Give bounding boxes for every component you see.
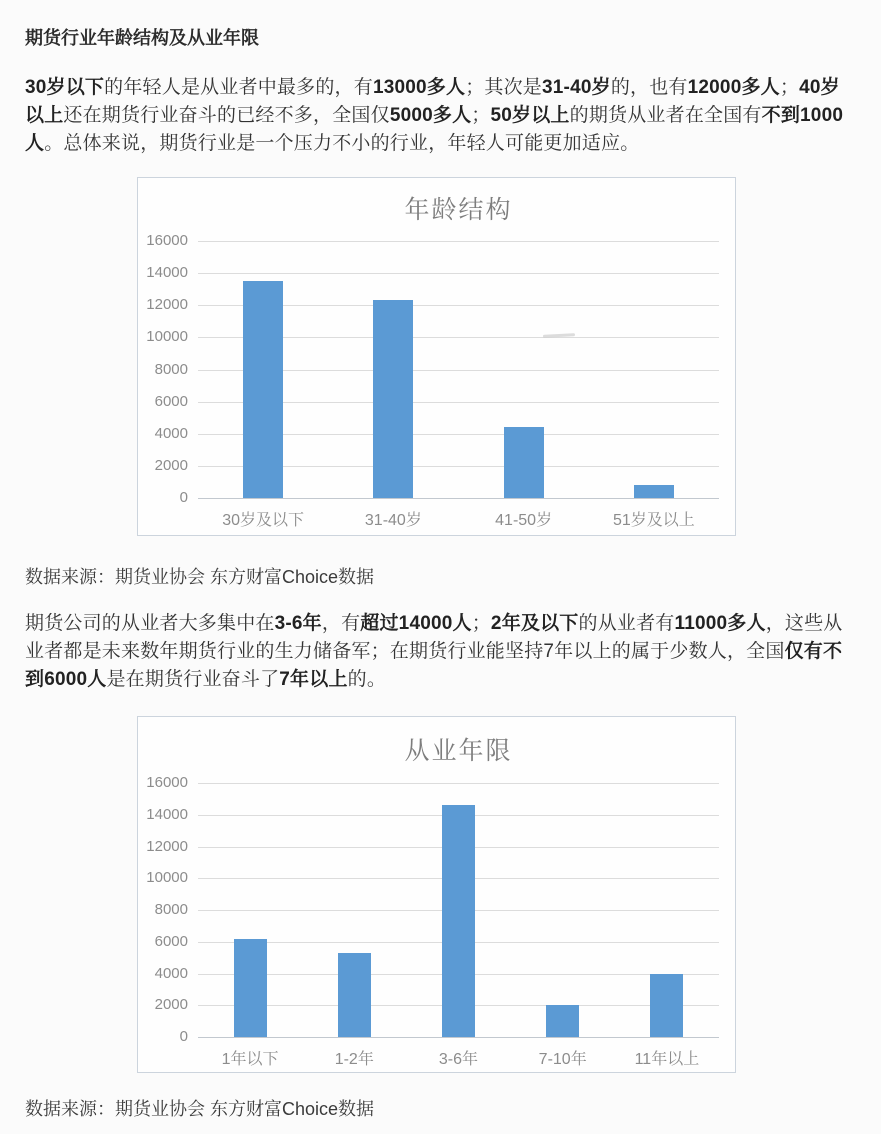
body-text: 是在期货行业奋斗了	[106, 669, 280, 690]
x-axis-category-label: 31-40岁	[364, 512, 422, 529]
stat-highlight: 30岁以下	[25, 77, 105, 98]
data-source-caption: 数据来源：期货业协会 东方财富Choice数据	[25, 1099, 375, 1119]
y-axis-tick-label: 12000	[146, 837, 188, 855]
body-text: ；	[471, 105, 491, 126]
body-text: ；其次是	[465, 77, 543, 98]
bar	[442, 805, 475, 1037]
y-axis-tick-label: 2000	[154, 996, 188, 1014]
body-text: 期货公司的从业者大多集中在	[25, 613, 275, 634]
stat-highlight: 仅有不到6000人	[25, 641, 843, 690]
bar	[243, 281, 283, 498]
chart-title: 年龄结构	[404, 196, 513, 224]
x-axis-category-label: 1年以下	[221, 1051, 279, 1068]
y-axis-tick-label: 0	[179, 1028, 188, 1045]
bar	[634, 485, 674, 498]
bar	[338, 953, 371, 1037]
stat-highlight: 50岁以上	[490, 105, 570, 126]
y-axis-tick-label: 14000	[146, 264, 188, 282]
x-axis-category-label: 11年以上	[634, 1051, 700, 1068]
bar	[373, 300, 413, 498]
x-axis-category-label: 3-6年	[438, 1051, 479, 1068]
y-axis-tick-label: 14000	[146, 805, 188, 823]
chart-title: 从业年限	[404, 737, 513, 765]
body-text: ；	[471, 613, 491, 634]
stat-highlight: 7年以上	[279, 669, 348, 690]
stat-highlight: 不到1000人	[25, 105, 844, 154]
y-axis-tick-label: 10000	[146, 869, 188, 887]
y-axis-tick-label: 6000	[154, 932, 188, 950]
body-text: 还在期货行业奋斗的已经不多，全国仅	[63, 105, 390, 126]
bar	[504, 427, 544, 498]
gridline	[198, 241, 719, 242]
body-text: ；	[779, 77, 800, 98]
x-axis-category-label: 7-10年	[538, 1051, 587, 1068]
x-axis-category-label: 1-2年	[334, 1051, 374, 1068]
body-text: 。总体来说，期货行业是一个压力不小的行业，年轻人可能更加适应。	[44, 133, 640, 154]
stat-highlight: 5000多人	[389, 105, 472, 126]
x-axis-category-label: 41-50岁	[495, 512, 553, 529]
y-axis-tick-label: 10000	[146, 328, 188, 346]
y-axis-tick-label: 12000	[146, 296, 188, 314]
x-axis-line	[198, 1037, 719, 1038]
stat-highlight: 2年及以下	[490, 613, 579, 634]
data-source-caption: 数据来源：期货业协会 东方财富Choice数据	[25, 567, 375, 587]
body-text: 的期货从业者在全国有	[569, 105, 762, 126]
paragraph-experience-years	[25, 610, 857, 694]
stat-highlight: 11000多人	[674, 613, 766, 634]
page-title: 期货行业年龄结构及从业年限	[25, 28, 259, 48]
paragraph-age-structure	[25, 74, 857, 158]
experience-years-figure	[137, 716, 857, 1073]
experience-years-chart	[137, 716, 736, 1073]
age-structure-figure	[137, 177, 857, 536]
y-axis-tick-label: 16000	[146, 774, 188, 791]
bar	[650, 974, 683, 1038]
x-axis-line	[198, 498, 719, 499]
y-axis-tick-label: 8000	[154, 360, 188, 378]
x-axis-category-label: 51岁及以上	[612, 512, 695, 529]
body-text: ，这些从业者都是未来数年期货行业的生力储备军；在期货行业能坚持7年以上的属于少数人，全国	[25, 613, 843, 662]
age-structure-chart	[137, 177, 736, 536]
gridline	[198, 273, 719, 274]
gridline	[198, 783, 719, 784]
y-axis-tick-label: 16000	[146, 232, 188, 249]
body-text: 的年轻人是从业者中最多的，有	[104, 77, 373, 98]
body-text: 的。	[347, 669, 387, 690]
y-axis-tick-label: 4000	[154, 964, 188, 982]
body-text: ，有	[321, 613, 361, 634]
y-axis-tick-label: 8000	[154, 901, 188, 918]
y-axis-tick-label: 6000	[154, 392, 188, 410]
body-text: 的从业者有	[578, 613, 675, 634]
y-axis-tick-label: 0	[179, 489, 188, 506]
y-axis-tick-label: 4000	[154, 424, 188, 442]
bar	[234, 939, 267, 1037]
stat-highlight: 超过14000人	[360, 613, 472, 634]
stat-highlight: 40岁以上	[25, 77, 840, 126]
stat-highlight: 13000多人	[372, 77, 466, 98]
stat-highlight: 3-6年	[274, 613, 322, 634]
stat-highlight: 12000多人	[687, 77, 780, 98]
stat-highlight: 31-40岁	[542, 77, 611, 98]
bar	[546, 1005, 579, 1037]
body-text: 的，也有	[610, 77, 688, 98]
x-axis-category-label: 30岁及以下	[222, 512, 305, 529]
y-axis-tick-label: 2000	[154, 456, 188, 474]
